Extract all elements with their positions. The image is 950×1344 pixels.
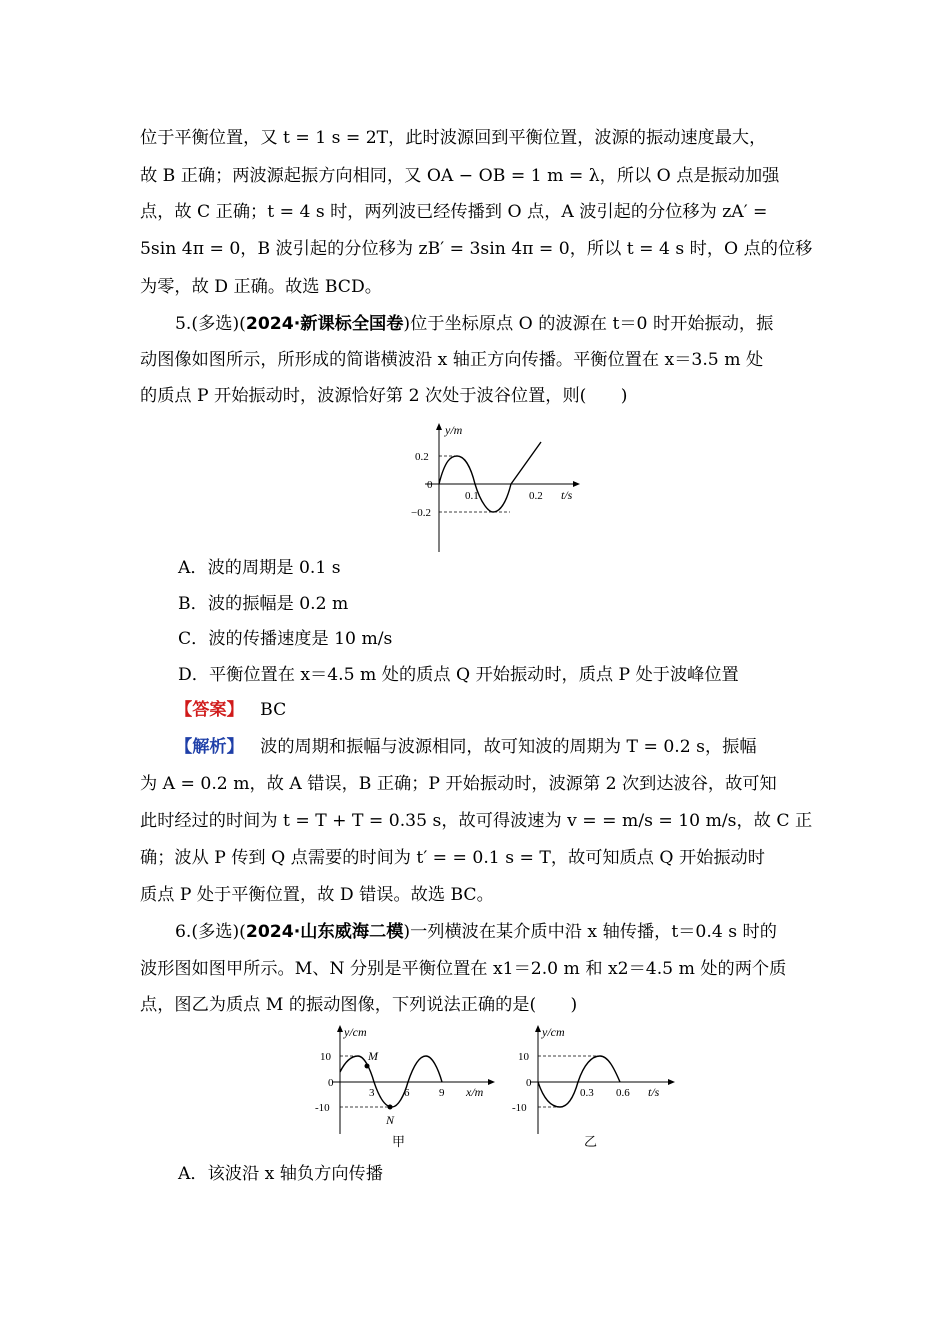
q5-analysis-line-1: 【解析】 波的周期和振幅与波源相同，故可知波的周期为 T = 0.2 s，振幅 (175, 737, 757, 757)
q5-stem-line-1: 5.(多选)(2024·新课标全国卷)位于坐标原点 O 的波源在 t＝0 时开始振动，振 (175, 314, 774, 334)
q5-origin: 0 (427, 479, 433, 491)
q6a-ytick-top: 10 (320, 1051, 331, 1063)
q6b-xtick-2: 0.6 (616, 1087, 630, 1099)
q6a-point-m (365, 1064, 370, 1069)
q5-xlabel: t/s (561, 488, 573, 502)
q6a-point-n (388, 1105, 393, 1110)
q6b-caption: 乙 (584, 1134, 598, 1149)
q6b-xtick-1: 0.3 (580, 1087, 594, 1099)
q5-answer (175, 698, 286, 722)
q6a-label-n: N (386, 1113, 395, 1127)
q5-stem-line-3: 的质点 P 开始振动时，波源恰好第 2 次处于波谷位置，则( ) (140, 386, 628, 406)
q5-source: 2024·新课标全国卷 (245, 314, 404, 334)
q6b-xlabel: t/s (648, 1085, 660, 1099)
q6a-origin: 0 (328, 1077, 334, 1089)
q6-option-a: A．该波沿 x 轴负方向传播 (178, 1164, 383, 1184)
answer-value: BC (260, 700, 287, 720)
q6-source: 2024·山东威海二模 (245, 922, 404, 942)
q5-option-a: A．波的周期是 0.1 s (178, 558, 341, 578)
q5-analysis-line-4: 确；波从 P 传到 Q 点需要的时间为 t′ = = 0.1 s = T，故可知质点 Q 开始振动时 (140, 848, 765, 868)
text-line-2: 故 B 正确；两波源起振方向相同，又 OA − OB = 1 m = λ，所以 O 点是振动加强 (140, 166, 780, 186)
q5-option-b: B．波的振幅是 0.2 m (178, 594, 349, 614)
analysis-tag: 【解析】 (175, 737, 244, 757)
q6b-origin: 0 (526, 1077, 532, 1089)
q6-vibration-graph (512, 1022, 682, 1152)
q5-option-c: C．波的传播速度是 10 m/s (178, 629, 393, 649)
q5-analysis-line-2: 为 A = 0.2 m，故 A 错误，B 正确；P 开始振动时，波源第 2 次到达波谷，故可知 (140, 774, 777, 794)
q5-ytick-bottom: −0.2 (411, 507, 431, 519)
q5-vibration-graph (405, 420, 595, 555)
text-line-1: 位于平衡位置，又 t = 1 s = 2T，此时波源回到平衡位置，波源的振动速度最大， (140, 128, 767, 148)
q5-xtick-1: 0.1 (465, 490, 479, 502)
q6a-ylabel: y/cm (344, 1025, 367, 1039)
q6a-xlabel: x/m (466, 1085, 484, 1099)
q5-stem-line-2: 动图像如图所示，所形成的简谐横波沿 x 轴正方向传播。平衡位置在 x＝3.5 m 处 (140, 350, 764, 370)
q6a-ytick-bottom: -10 (315, 1102, 330, 1114)
q6-stem-line-1: 6.(多选)(2024·山东威海二模)一列横波在某介质中沿 x 轴传播，t＝0.4 s 时的 (175, 922, 777, 942)
q6a-xtick-2: 6 (404, 1087, 410, 1099)
q5-analysis-line-5: 质点 P 处于平衡位置，故 D 错误。故选 BC。 (140, 885, 494, 905)
q6a-label-m: M (368, 1049, 378, 1063)
q6-wave-graph (312, 1022, 502, 1152)
q5-analysis-line-3: 此时经过的时间为 t = T + T = 0.35 s，故可得波速为 v = = m/s = 10 m/s，故 C 正 (140, 811, 813, 831)
q6a-caption: 甲 (392, 1134, 406, 1149)
q5-option-d: D．平衡位置在 x＝4.5 m 处的质点 Q 开始振动时，质点 P 处于波峰位置 (178, 665, 739, 685)
q6-stem-line-2: 波形图如图甲所示。M、N 分别是平衡位置在 x1＝2.0 m 和 x2＝4.5 m 处的两个质 (140, 959, 787, 979)
q5-sine-curve (439, 442, 541, 512)
q6b-ytick-top: 10 (518, 1051, 529, 1063)
text-line-3: 点，故 C 正确；t = 4 s 时，两列波已经传播到 O 点，A 波引起的分位移为 zA′ = (140, 202, 768, 222)
q5-ytick-top: 0.2 (415, 451, 429, 463)
q6b-ylabel: y/cm (542, 1025, 565, 1039)
q6a-xtick-3: 9 (439, 1087, 445, 1099)
text-line-4: 5sin 4π = 0，B 波引起的分位移为 zB′ = 3sin 4π = 0，所以 t = 4 s 时，O 点的位移 (140, 239, 813, 259)
q5-ylabel: y/m (445, 423, 463, 437)
q6b-ytick-bottom: -10 (512, 1102, 527, 1114)
q5-xtick-2: 0.2 (529, 490, 543, 502)
q6a-xtick-1: 3 (369, 1087, 375, 1099)
q6-stem-line-3: 点，图乙为质点 M 的振动图像，下列说法正确的是( ) (140, 995, 578, 1015)
text-line-5: 为零，故 D 正确。故选 BCD。 (140, 277, 382, 297)
answer-tag: 【答案】 (175, 700, 244, 720)
